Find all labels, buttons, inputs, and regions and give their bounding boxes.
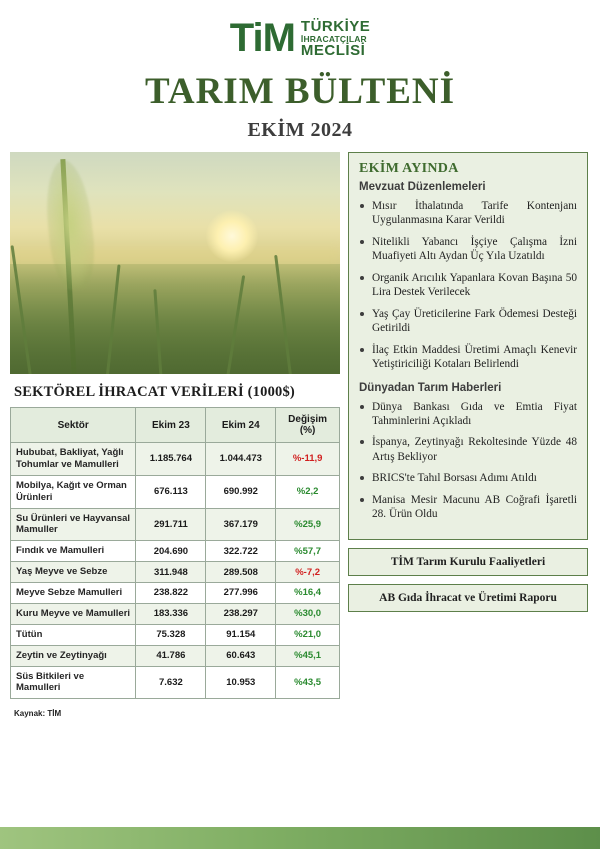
cell-sector: Kuru Meyve ve Mamulleri (11, 603, 136, 624)
cell-change: %-11,9 (276, 443, 340, 476)
table-row (11, 624, 340, 645)
page-title: TARIM BÜLTENİ (144, 71, 456, 112)
cell-change: %57,7 (276, 541, 340, 562)
cell-sector: Su Ürünleri ve Hayvansal Mamuller (11, 508, 136, 541)
export-data-table (10, 407, 340, 699)
cell-oct23: 7.632 (136, 666, 206, 699)
list-item: Nitelikli Yabancı İşçiye Çalışma İzni Muafiyeti Altı Aydan Üç Yıla Uzatıldı (359, 235, 577, 264)
cell-change: %-7,2 (276, 562, 340, 583)
list-item: İspanya, Zeytinyağı Rekoltesinde Yüzde 48 Artış Bekliyor (359, 435, 577, 464)
cell-oct24: 1.044.473 (206, 443, 276, 476)
cell-change: %43,5 (276, 666, 340, 699)
cell-change: %30,0 (276, 603, 340, 624)
cell-oct24: 238.297 (206, 603, 276, 624)
list-item: Mısır İthalatında Tarife Kontenjanı Uygulanmasına Karar Verildi (359, 199, 577, 228)
list-item: Organik Arıcılık Yapanlara Kovan Başına 50 Lira Destek Verilecek (359, 271, 577, 300)
cell-change: %21,0 (276, 624, 340, 645)
cell-sector: Meyve Sebze Mamulleri (11, 583, 136, 604)
regulations-list (359, 199, 577, 372)
cell-oct24: 690.992 (206, 475, 276, 508)
cell-sector: Zeytin ve Zeytinyağı (11, 645, 136, 666)
panel-title: EKİM AYINDA (359, 161, 459, 176)
table-title: SEKTÖREL İHRACAT VERİLERİ (1000$) (14, 384, 295, 400)
table-header-row (11, 408, 340, 443)
logo-wordmark (301, 17, 370, 59)
cell-oct24: 289.508 (206, 562, 276, 583)
cell-oct24: 367.179 (206, 508, 276, 541)
list-item: Dünya Bankası Gıda ve Emtia Fiyat Tahminlerini Açıkladı (359, 400, 577, 429)
cell-change: %25,9 (276, 508, 340, 541)
photo-grass (10, 264, 340, 374)
cell-sector: Tütün (11, 624, 136, 645)
tim-logo (0, 14, 600, 62)
column-header-oct24: Ekim 24 (206, 408, 276, 443)
cell-oct23: 676.113 (136, 475, 206, 508)
table-row (11, 603, 340, 624)
cell-oct23: 291.711 (136, 508, 206, 541)
cell-oct24: 10.953 (206, 666, 276, 699)
cell-sector: Fındık ve Mamulleri (11, 541, 136, 562)
cell-oct23: 1.185.764 (136, 443, 206, 476)
right-column (348, 152, 588, 718)
table-source: Kaynak: TİM (14, 709, 62, 719)
cell-sector: Mobilya, Kağıt ve Orman Ürünleri (11, 475, 136, 508)
cell-oct24: 91.154 (206, 624, 276, 645)
regulations-heading: Mevzuat Düzenlemeleri (359, 181, 486, 193)
table-row (11, 562, 340, 583)
table-row (11, 443, 340, 476)
cell-oct24: 60.643 (206, 645, 276, 666)
list-item: BRICS'te Tahıl Borsası Adımı Atıldı (359, 471, 577, 485)
logo-line-2: İHRACATÇILAR (300, 33, 367, 44)
table-row (11, 475, 340, 508)
monthly-highlights-panel (348, 152, 588, 540)
logo-line-3: MECLİSİ (300, 42, 366, 60)
link-ab-gida-raporu[interactable]: AB Gıda İhracat ve Üretimi Raporu (348, 584, 588, 612)
table-row (11, 508, 340, 541)
news-list (359, 400, 577, 522)
column-header-oct23: Ekim 23 (136, 408, 206, 443)
cell-sector: Yaş Meyve ve Sebze (11, 562, 136, 583)
column-header-change: Değişim (%) (276, 408, 340, 443)
left-column (10, 152, 340, 718)
list-item: Yaş Çay Üreticilerine Fark Ödemesi Desteği Getirildi (359, 307, 577, 336)
wheat-field-photo (10, 152, 340, 374)
cell-oct23: 238.822 (136, 583, 206, 604)
link-tim-tarim-kurulu[interactable]: TİM Tarım Kurulu Faaliyetleri (348, 548, 588, 576)
cell-oct23: 41.786 (136, 645, 206, 666)
cell-sector: Hububat, Bakliyat, Yağlı Tohumlar ve Mamulleri (11, 443, 136, 476)
cell-oct24: 322.722 (206, 541, 276, 562)
content-area (0, 142, 600, 718)
sun-icon (206, 210, 258, 262)
cell-oct24: 277.996 (206, 583, 276, 604)
table-row (11, 541, 340, 562)
table-row (11, 645, 340, 666)
cell-oct23: 311.948 (136, 562, 206, 583)
logo-mark: TiM (229, 16, 295, 60)
news-heading: Dünyadan Tarım Haberleri (359, 381, 502, 394)
cell-oct23: 204.690 (136, 541, 206, 562)
cell-change: %2,2 (276, 475, 340, 508)
column-header-sector: Sektör (11, 408, 136, 443)
cell-oct23: 75.328 (136, 624, 206, 645)
cell-sector: Süs Bitkileri ve Mamulleri (11, 666, 136, 699)
table-row (11, 583, 340, 604)
cell-change: %45,1 (276, 645, 340, 666)
table-row (11, 666, 340, 699)
page-subtitle: EKİM 2024 (247, 119, 353, 141)
footer-bar (0, 827, 600, 849)
list-item: İlaç Etkin Maddesi Üretimi Amaçlı Kenevir Yetiştiriciliği Kotaları Belirlendi (359, 343, 577, 372)
page-header (0, 0, 600, 142)
list-item: Manisa Mesir Macunu AB Coğrafi İşaretli 28. Ürün Oldu (359, 493, 577, 522)
cell-change: %16,4 (276, 583, 340, 604)
logo-line-1: TÜRKİYE (300, 17, 371, 35)
cell-oct23: 183.336 (136, 603, 206, 624)
